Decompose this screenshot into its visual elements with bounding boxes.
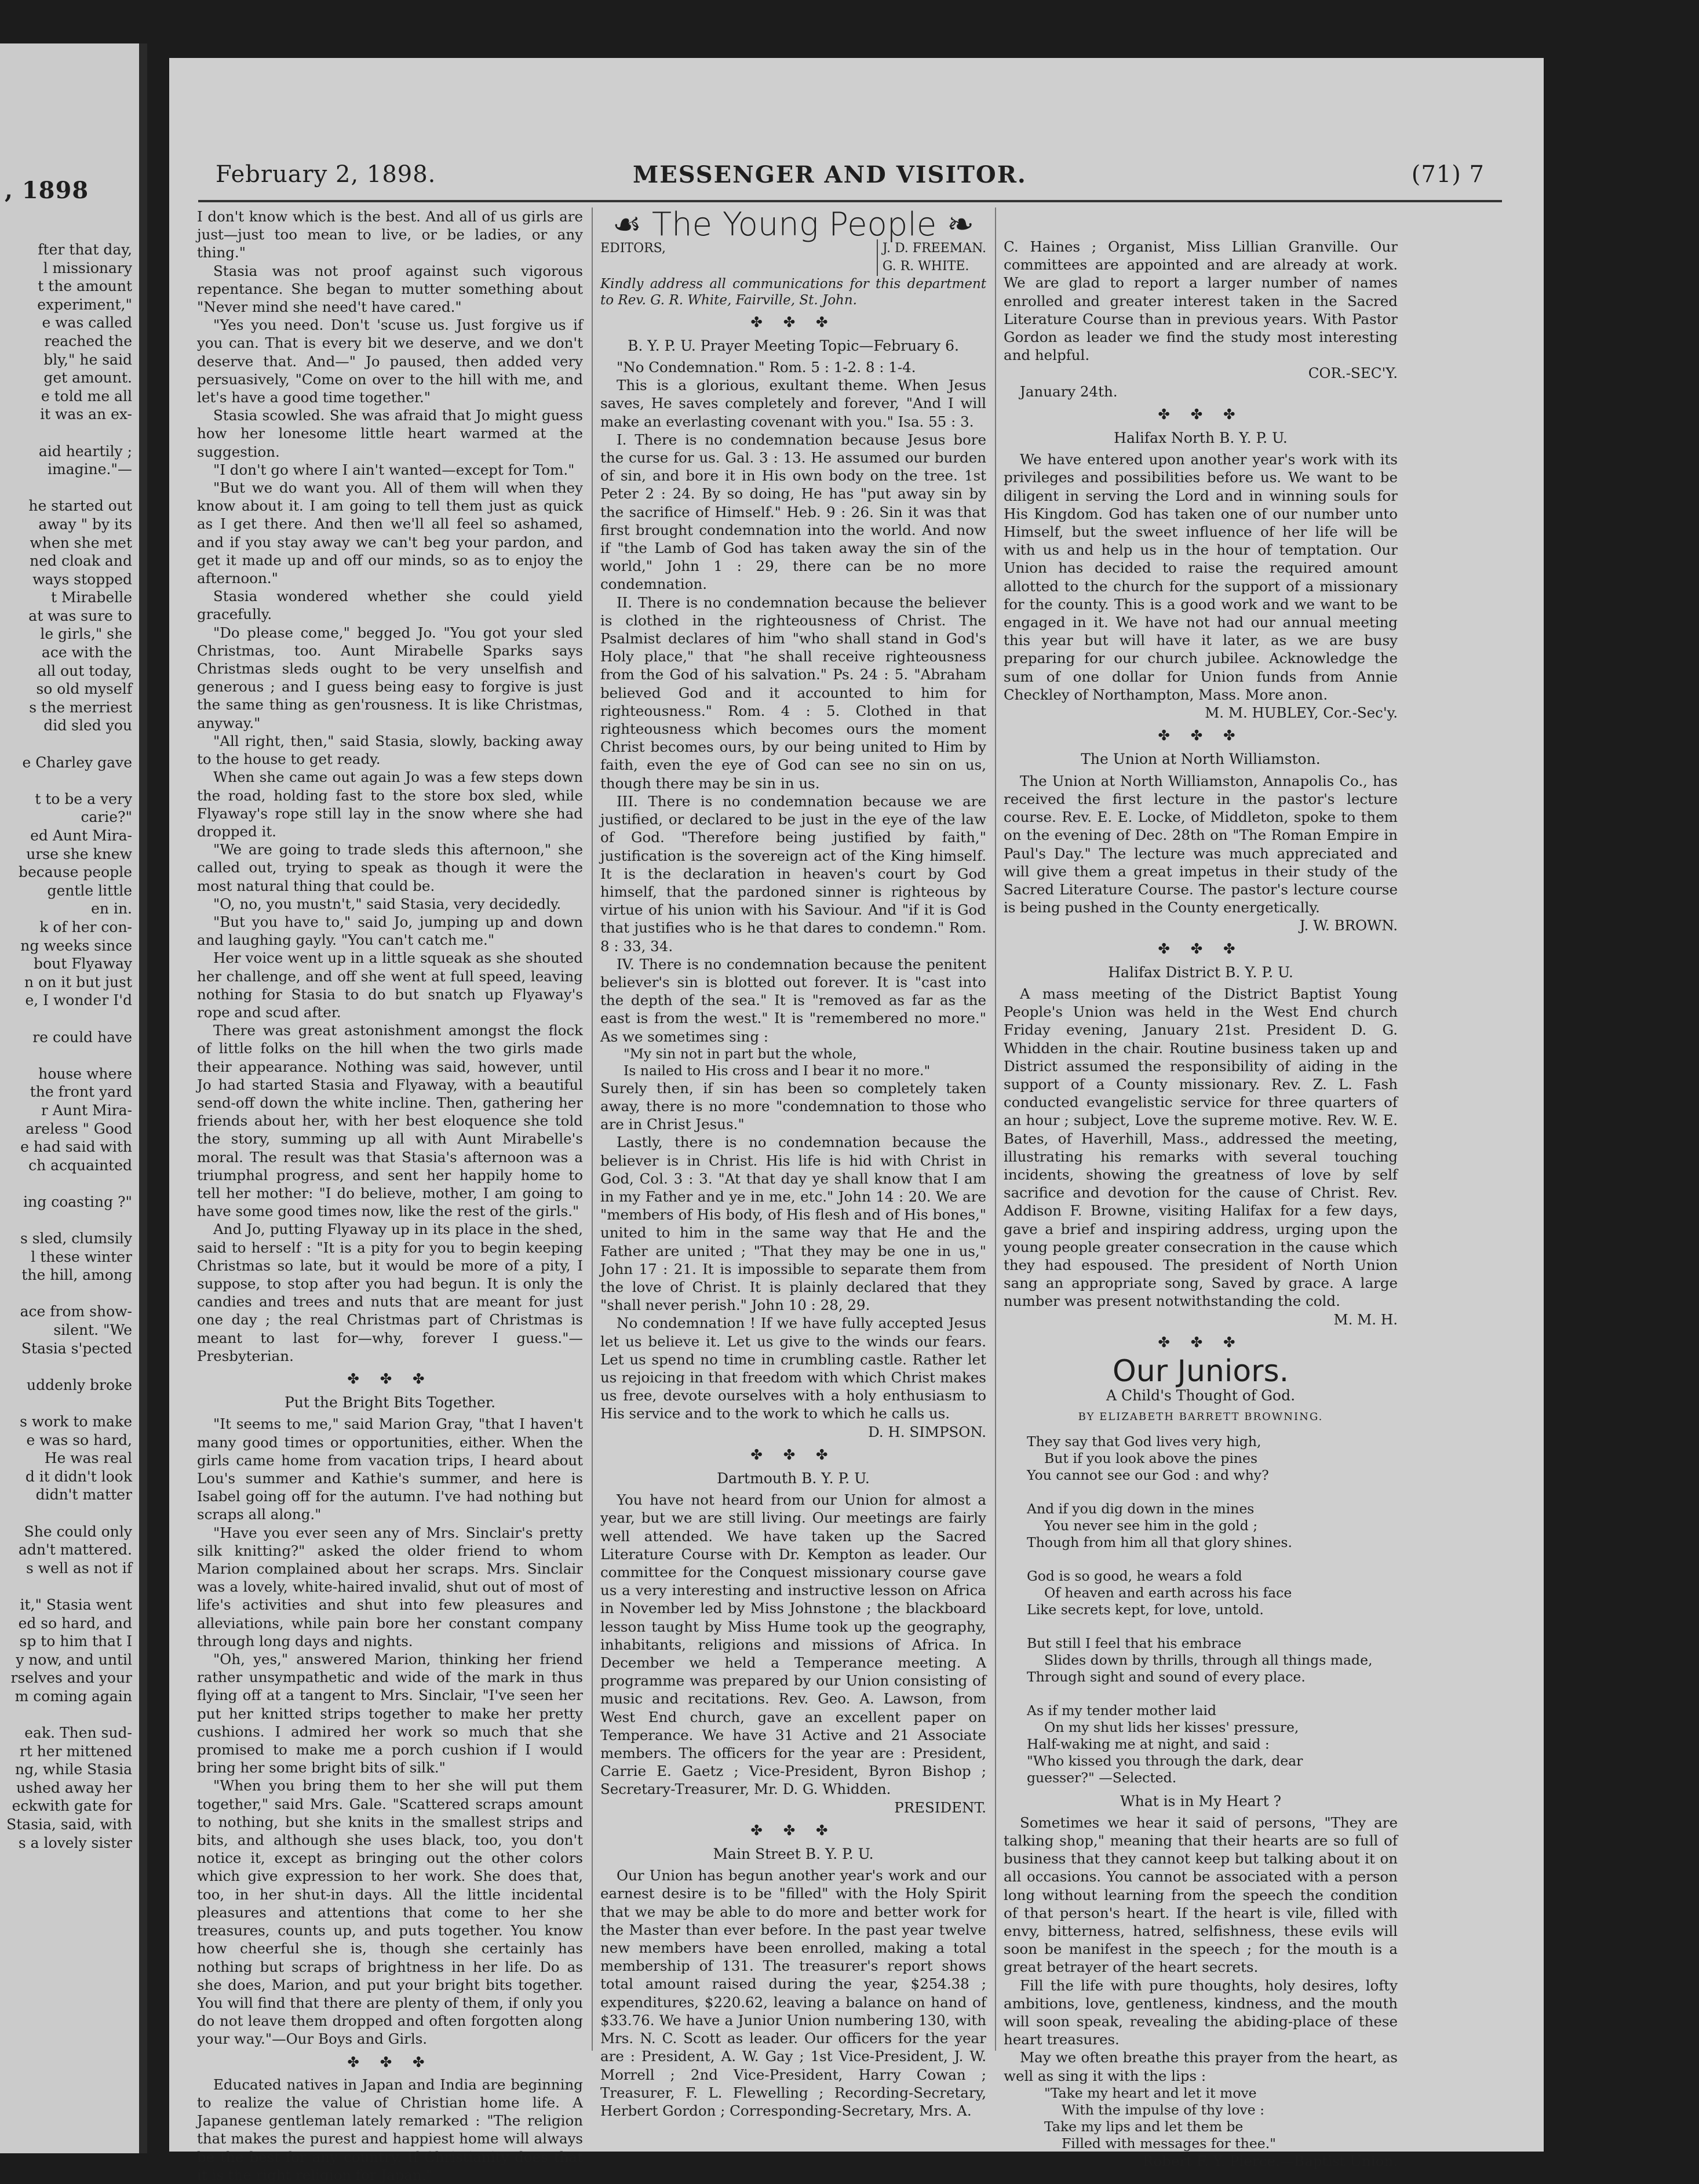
text-line: n on it but just <box>24 973 132 991</box>
column-3 <box>1004 208 1398 2170</box>
signature: D. H. SIMPSON. <box>868 1423 986 1440</box>
paragraph: "No Condemnation." Rom. 5 : 1-2. 8 : 1-4. <box>617 359 916 376</box>
text-line: areless " Good <box>25 1120 132 1137</box>
ornament-divider: ✤ ✤ ✤ <box>750 1446 836 1463</box>
text-line: s well as not if <box>26 1559 132 1577</box>
paragraph: "But you have to," said Jo, jumping up and down and laughing gayly. "You can't catch me." <box>197 913 583 949</box>
poem <box>1004 1433 1398 1786</box>
verse-line: Is nailed to His cross and I bear it no more." <box>624 1062 931 1079</box>
text-line: aid heartily ; <box>38 442 132 460</box>
text-line: when she met <box>30 534 132 551</box>
text-line: rt her mittened <box>19 1742 132 1760</box>
text-line: s sled, clumsily <box>20 1230 132 1247</box>
paragraph: "Yes you need. Don't 'scuse us. Just forgive us if you can. That is every bit we deserve, and we don't deserve that. And—" Jo paused, then added very persuasively, "Come on over to the hill with me, and let's have a good time together." <box>197 316 583 406</box>
ornament-divider: ✤ ✤ ✤ <box>1158 940 1244 957</box>
text-line: On my shut lids her kisses' pressure, <box>1044 1719 1299 1735</box>
page-header <box>216 161 1485 196</box>
text-line: the front yard <box>30 1083 132 1101</box>
paragraph: "I don't go where I ain't wanted—except for Tom." <box>213 461 575 478</box>
ornament-divider: ✤ ✤ ✤ <box>750 313 836 330</box>
text-line: s the merriest <box>29 698 132 716</box>
paragraph: IV. There is no condemnation because the penitent believer's sin is blotted out forever. It is "cast into the depth of the sea." It is "removed as far as the east is from the west." It is "remembered no more." As we sometimes sing : <box>600 955 986 1045</box>
text-line: e was called <box>42 314 132 332</box>
text-line: t to be a very <box>35 790 132 807</box>
text-line: ng weeks since <box>20 937 132 954</box>
paragraph: You have not heard from our Union for almost a year, but we are still living. Our meetings are fairly well attended. We have taken up the Sacred Literature Course with Dr. Kempton as leader. Our committee for the Conquest missionary course gave us a very interesting and instructive lesson on Africa in November led by Miss Johnstone ; the blackboard lesson taught by Miss Hume took up the geography, inhabitants, religions and missions of Africa. In December we held a Temperance meeting. A programme was prepared by our Union consisting of music and recitations. Rev. Geo. A. Lawson, from West End church, gave an excellent paper on Temperance. We have 31 Active and 21 Associate members. The officers for the year are : President, Carrie E. Gaetz ; Vice-President, Byron Bishop ; Secretary-Treasurer, Mr. D. G. Whidden. <box>600 1491 986 1798</box>
text-line: he started out <box>28 497 132 515</box>
paragraph: "Oh, yes," answered Marion, thinking her friend rather unsympathetic and wide of the mark in thus flying off at a tangent to Mrs. Sinclair, "I've seen her put her knitted strips together to make her pretty cushions. I admired her work so much that she promised to make me a porch cushion if I would bring her some bright bits of silk." <box>197 1651 583 1777</box>
text-line: so old myself <box>36 680 132 698</box>
dateline: January 24th. <box>1020 383 1118 400</box>
paragraph: We have entered upon another year's work with its privileges and possibilities before us. We want to be diligent in serving the Lord and in winning souls for His Kingdom. God has taken one of our number unto Himself, but the sweet influence of her life will be with us and help us in the hour of temptation. Our Union has decided to raise the required amount allotted to the church for the support of a missionary for the county. This is a good work and we want to be engaged in it. We have not had our annual meeting this year but will have it later, as we are busy preparing for our church jubilee. Acknowledge the sum of one dollar for Union funds from Annie Checkley of Northampton, Mass. More anon. <box>1004 451 1398 703</box>
paragraph: Stasia scowled. She was afraid that Jo might guess how her lonesome little heart warmed at the suggestion. <box>197 407 583 460</box>
ornament-divider: ✤ ✤ ✤ <box>750 1821 836 1839</box>
paragraph: The Union at North Williamston, Annapolis Co., has received the first lecture in the pastor's lecture course. Rev. E. E. Locke, of Middleton, spoke to them on the evening of Dec. 28th on "The Roman Empire in Paul's Day." The lecture was much appreciated and will give them a great impetus in their study of the Sacred Literature Course. The pastor's lecture course is being pushed in the County energetically. <box>1004 772 1398 916</box>
text-line <box>1027 1484 1398 1501</box>
paragraph: When she came out again Jo was a few steps down the road, holding fast to the store box sled, while Flyaway's rope still lay in the snow where she had dropped it. <box>197 769 583 840</box>
signature: M. M. H. <box>1333 1311 1398 1328</box>
text-line: eak. Then sud- <box>24 1724 132 1742</box>
signature: Robert F. Y. Pierce.—Baptist Union. <box>1143 2152 1398 2170</box>
paragraph: "Have you ever seen any of Mrs. Sinclair's pretty silk knitting?" asked the older friend to whom Marion complained about her scraps. Mrs. Sinclair was a lovely, white-haired invalid, shut out of most of life's activities and shut into few pleasures and alleviations, while pain bore her constant company through long days and nights. <box>197 1524 583 1650</box>
paragraph: Sometimes we hear it said of persons, "They are talking shop," meaning that their hearts are so full of business that they cannot keep but talking about it on all occasions. You cannot be associated with a person long without learning from the speech the condition of that person's heart. If the heart is vile, filled with envy, bitterness, hatred, selfishness, these evils will soon be manifest in the speech ; for the mouth is a great betrayer of the heart secrets. <box>1004 1814 1398 1976</box>
text-line: urse she knew <box>26 845 132 862</box>
text-line <box>1027 1686 1398 1702</box>
text-line: And if you dig down in the mines <box>1027 1500 1255 1517</box>
text-line <box>5 424 132 442</box>
text-line: y now, and until <box>16 1651 132 1668</box>
text-line: because people <box>18 864 132 881</box>
text-line <box>5 1174 132 1193</box>
signature: M. M. HUBLEY, Cor.-Sec'y. <box>1205 704 1398 722</box>
article-heading: Dartmouth B. Y. P. U. <box>717 1470 870 1487</box>
text-line: silent. "We <box>53 1322 132 1339</box>
text-line: Through sight and sound of every place. <box>1027 1668 1306 1685</box>
text-line: bout Flyaway <box>34 955 132 973</box>
column-rule <box>592 208 593 2051</box>
text-line: en in. <box>91 900 132 918</box>
paragraph: Educated natives in Japan and India are beginning to realize the value of Christian home life. A Japanese gentleman lately remarked : "The religion that makes the purest and happiest home will always be the best for any country. If Christianity does that it is the right religion for Japan." <box>197 2076 583 2183</box>
paragraph: Our Union has begun another year's work and our earnest desire is to be "filled" with the Holy Spirit that we may be able to do more and better work for the Master than ever before. In the past year twelve new members have been enrolled, making a total membership of 131. The treasurer's report shows total amount raised during the year, $254.38 ; expenditures, $220.62, leaving a balance on hand of $33.76. We have a Junior Union numbering 130, with Mrs. N. C. Scott as leader. Our officers for the year are : President, A. W. Gay ; 1st Vice-President, J. W. Morrell ; 2nd Vice-President, Harry Cowan ; Treasurer, F. L. Flewelling ; Recording-Secretary, Herbert Gordon ; Corresponding-Secretary, Mrs. A. <box>600 1867 986 2119</box>
paragraph: "But we do want you. All of them will when they know about it. I am going to tell them just as quick as I get there. And then we'll all feel so ashamed, and if you stay away we can't beg your pardon, and get it made up and off our minds, so as to enjoy the afternoon." <box>197 479 583 587</box>
text-line: Stasia s'pected <box>21 1339 132 1357</box>
paragraph: "Do please come," begged Jo. "You got your sled Christmas, too. Aunt Mirabelle Sparks says Christmas sleds ought to be very unselfish and generous ; and I guess being easy to forgive is just the same thing as gen'rousness. It is like Christmas, anyway." <box>197 624 583 731</box>
text-line: t the amount <box>38 278 132 295</box>
text-line: reached the <box>44 332 132 350</box>
ornament-divider: ✤ ✤ ✤ <box>1158 727 1244 744</box>
text-line: t Mirabelle <box>50 589 132 606</box>
ornament-divider: ✤ ✤ ✤ <box>347 1370 433 1387</box>
text-line: They say that God lives very high, <box>1027 1433 1262 1450</box>
newspaper-page <box>169 58 1544 2183</box>
ornament-divider: ✤ ✤ ✤ <box>1158 1333 1244 1351</box>
editors-names <box>877 239 986 275</box>
text-line: away " by its <box>38 515 132 533</box>
text-line <box>5 479 132 497</box>
text-line <box>5 1394 132 1413</box>
text-line: Filled with messages for thee." <box>1062 2135 1276 2152</box>
article-heading: Halifax North B. Y. P. U. <box>1114 429 1288 447</box>
verse-line: "My sin not in part but the whole, <box>624 1045 857 1062</box>
text-line: Though from him all that glory shines. <box>1027 1534 1292 1550</box>
previous-page-text <box>5 241 132 1852</box>
text-line: l these winter <box>31 1248 132 1265</box>
column-1 <box>197 208 583 2183</box>
text-line: God is so good, he wears a fold <box>1027 1567 1242 1584</box>
column-2 <box>600 206 986 2119</box>
paragraph: II. There is no condemnation because the believer is clothed in the righteousness of Christ. The Psalmist declares of him "who shall stand in God's Holy place," that "he shall receive righteousness from the God of his salvation." Ps. 24 : 5. "Abraham believed God and it accounted to him for righteousness." Rom. 4 : 5. Clothed in that righteousness which becomes ours the moment Christ becomes ours, by our being united to Him by faith, even the eye of God can see no sin on us, though there may be sin in us. <box>600 594 986 792</box>
text-line: ace with the <box>41 644 132 661</box>
text-line <box>5 1211 132 1229</box>
text-line: Stasia, said, with <box>6 1816 132 1833</box>
text-line: He was real <box>44 1450 132 1467</box>
text-line: Like secrets kept, for love, untold. <box>1027 1601 1264 1618</box>
ornament-divider: ✤ ✤ ✤ <box>1158 405 1244 423</box>
text-line: Half-waking me at night, and said : <box>1027 1735 1270 1752</box>
text-line: Of heaven and earth across his face <box>1044 1584 1292 1601</box>
paragraph: C. Haines ; Organist, Miss Lillian Granville. Our committees are appointed and are already at work. We are glad to report a larger number of names enrolled and greater interest taken in the Sacred Literature Course than in previous years. With Pastor Gordon as leader we find the study most interesting and helpful. <box>1004 238 1398 364</box>
text-line: ace from show- <box>20 1303 132 1320</box>
text-line: at was sure to <box>28 607 132 624</box>
text-line: all out today, <box>38 662 132 679</box>
hymn-quote <box>1004 2085 1398 2152</box>
text-line: e Charley gave <box>22 754 132 771</box>
text-line <box>5 1504 132 1523</box>
paragraph: III. There is no condemnation because we are justified, or declared to be just in the eye of the law of God. "Therefore being justified by faith," justification is the sovereign act of the King himself. It is the declaration in heaven's court by God himself, that the pardoned sinner is righteous by virtue of his union with his Saviour. And "if it is God that justifies who is he that dares to condemn." Rom. 8 : 33, 34. <box>600 792 986 955</box>
text-line <box>5 1577 132 1596</box>
paragraph: Fill the life with pure thoughts, holy desires, lofty ambitions, love, gentleness, kindness, and the mouth will soon speak, revealing the abiding-place of these heart treasures. <box>1004 1976 1398 2048</box>
text-line: s work to make <box>20 1413 132 1430</box>
paragraph: "All right, then," said Stasia, slowly, backing away to the house to get ready. <box>197 732 583 768</box>
text-line: You never see him in the gold ; <box>1044 1517 1258 1534</box>
text-line: eckwith gate for <box>12 1797 132 1815</box>
ornament-icon: ☙ <box>612 206 652 243</box>
text-line: Slides down by thrills, through all things made, <box>1044 1651 1373 1668</box>
text-line: did sled you <box>43 717 132 734</box>
text-line: re could have <box>32 1028 132 1046</box>
text-line: it," Stasia went <box>20 1596 132 1613</box>
text-line: "Who kissed you through the dark, dear <box>1027 1752 1303 1769</box>
text-line: ed so hard, and <box>18 1614 132 1632</box>
paragraph: Her voice went up in a little squeak as she shouted her challenge, and off she went at full speed, leaving nothing for Stasia to do but snatch up Flyaway's rope and scud after. <box>197 949 583 1021</box>
text-line <box>5 735 132 754</box>
text-line: r Aunt Mira- <box>41 1101 132 1119</box>
previous-page-header: , 1898 <box>5 177 89 204</box>
text-line: ned cloak and <box>30 552 132 570</box>
paragraph: Stasia was not proof against such vigorous repentance. She began to mutter something about "Never mind she need't have cared." <box>197 262 583 316</box>
text-line: ways stopped <box>32 570 132 588</box>
paragraph: "O, no, you mustn't," said Stasia, very decidedly. <box>213 895 562 912</box>
masthead-title: MESSENGER AND VISITOR. <box>633 161 1027 188</box>
paragraph: "It seems to me," said Marion Gray, "that I haven't many good times or opportunities, either. When the girls came home from vacation trips, I heard about Lou's summer and Kathie's summer, and here is Isabel going off for the autumn. I've had nothing but scraps all along." <box>197 1415 583 1523</box>
text-line: le girls," she <box>40 625 132 643</box>
article-heading: Main Street B. Y. P. U. <box>713 1846 874 1863</box>
ornament-icon: ❧ <box>936 206 975 243</box>
text-line: fter that day, <box>38 241 132 258</box>
text-line <box>1027 1551 1398 1568</box>
text-line: rselves and your <box>10 1669 132 1687</box>
paragraph: A mass meeting of the District Baptist Young People's Union was held in the West End church Friday evening, January 21st. President D. G. Whidden in the chair. Routine business taken up and District assumed the responsibility of aiding in the support of a County missionary. Rev. Z. L. Fash conducted evangelistic service for three quarters of an hour ; subject, Love the supreme motive. Rev. W. E. Bates, of Haverhill, Mass., addressed the meeting, illustrating his remarks with several touching incidents, showing the greatness of love by self sacrifice and devotion for the cause of Christ. Rev. Addison F. Browne, visiting Halifax for a few days, gave a brief and inspiring address, urging upon the young people greater consecration in the cause which they had espoused. The president of North Union sang an appropriate song, Saved by grace. A large number was present notwithstanding the cold. <box>1004 985 1398 1310</box>
editor-name: G. R. WHITE. <box>882 259 969 274</box>
text-line <box>5 1706 132 1724</box>
column-rule <box>995 208 996 2051</box>
poem-title: A Child's Thought of God. <box>1106 1387 1296 1404</box>
text-line: bly," he said <box>43 351 132 368</box>
text-line: ushed away her <box>16 1779 132 1796</box>
paragraph: Lastly, there is no condemnation because the believer is in Christ. His life is hid with Christ in God, Col. 3 : 3. "At that day ye shall know that I am in my Father and ye in me, etc." John 14 : 20. We are "members of His body, of His flesh and of His bones," united to him in the same way that He and the Father are united ; "That they may be one in us," John 17 : 21. It is impossible to separate them from the love of Christ. It is plainly declared that they "shall never perish." John 10 : 28, 29. <box>600 1134 986 1314</box>
text-line: gentle little <box>47 882 132 899</box>
text-line: But still I feel that his embrace <box>1027 1635 1242 1651</box>
text-line: As if my tender mother laid <box>1027 1702 1217 1719</box>
paragraph: No condemnation ! If we have fully accepted Jesus let us believe it. Let us give to the winds our fears. Let us spend no time in crumbling castle. Rather let us rejoicing in that freedom with which Christ makes us free, devote ourselves with a holy enthusiasm to His service and to the work to which he calls us. <box>600 1315 986 1422</box>
text-line: adn't mattered. <box>18 1541 132 1559</box>
text-line <box>5 771 132 790</box>
page-number: (71) 7 <box>1411 161 1485 188</box>
paragraph: I. There is no condemnation because Jesus bore the curse for us. Gal. 3 : 13. He assumed our burden of sin, and bore it in His own body on the tree. 1st Peter 2 : 24. By so doing, He has "put away sin by the sacrifice of Himself." Heb. 9 : 26. Sin it was that first brought condemnation into the world. And now if "the Lamb of God has taken away the sin of the world," John 1 : 29, there can be no more condemnation. <box>600 431 986 593</box>
ornament-divider: ✤ ✤ ✤ <box>347 2053 433 2070</box>
section-title-text: The Young People <box>651 206 937 243</box>
paragraph: "When you bring them to her she will put them together," said Mrs. Gale. "Scattered scraps amount to nothing, but she knits in the smallest strips and bits, and although she uses black, too, you don't notice it, except as bringing out the other colors which give expression to her work. She does that, too, in her shut-in days. All the little incidental pleasures and attentions that come to her she treasures, counts up, and puts together. You know how cheerful she is, though she certainly has nothing but scraps of brightness in her life. Do as she does, Marion, and put your bright bits together. You will find that there are plenty of them, if only you do not leave them dropped and often forgotten along your way."—Our Boys and Girls. <box>197 1777 583 2048</box>
text-line: get amount. <box>43 369 132 387</box>
text-line: didn't matter <box>35 1486 132 1504</box>
hymn-quote <box>600 1046 986 1079</box>
text-line: ing coasting ?" <box>23 1193 132 1210</box>
paragraph: Surely then, if sin has been so completely taken away, there is no more "condemnation to those who are in Christ Jesus." <box>600 1079 986 1133</box>
header-rule <box>198 200 1502 202</box>
editors-line <box>600 239 986 275</box>
text-line: e had said with <box>20 1138 132 1156</box>
page-date: February 2, 1898. <box>216 161 436 188</box>
paragraph: There was great astonishment amongst the flock of little folks on the hill when the two girls made their appearance. Nothing was said, however, until Jo had started Stasia and Flyaway, with a beautiful send-off down the white incline. Then, gathering her friends about her, with her best eloquence she told the story, summing up all with Aunt Mirabelle's moral. The result was that Stasia's afternoon was a triumphal progress, and sent her happily home to tell her mother: "I do believe, mother, I am going to have some good times now, like the rest of the girls." <box>197 1022 583 1220</box>
juniors-title: Our Juniors. <box>1112 1353 1289 1389</box>
text-line: carie?" <box>81 809 132 826</box>
text-line: s a lovely sister <box>18 1834 132 1851</box>
article-heading: Halifax District B. Y. P. U. <box>1108 963 1293 981</box>
text-line: the hill, among <box>21 1266 132 1284</box>
editors-label: EDITORS, <box>600 241 666 256</box>
text-line: imagine."— <box>48 461 132 478</box>
text-line <box>5 1010 132 1028</box>
poem-byline: BY ELIZABETH BARRETT BROWNING. <box>1078 1411 1324 1424</box>
previous-page-strip <box>0 43 147 2153</box>
text-line: "Take my heart and let it move <box>1044 2084 1257 2101</box>
text-line: She could only <box>24 1523 132 1540</box>
text-line: m coming again <box>14 1687 132 1705</box>
address-note: Kindly address all communications for this department to Rev. G. R. White, Fairville, St. John. <box>600 276 986 308</box>
paragraph: "We are going to trade sleds this afternoon," she called out, trying to speak as though it were the most natural thing that could be. <box>197 841 583 894</box>
text-line <box>5 1284 132 1303</box>
text-line: You cannot see our God : and why? <box>1027 1466 1269 1483</box>
text-line: l missionary <box>43 259 132 276</box>
paragraph: Stasia wondered whether she could yield gracefully. <box>197 588 583 623</box>
signature: PRESIDENT. <box>894 1799 986 1816</box>
text-line: house where <box>38 1065 132 1082</box>
article-heading: What is in My Heart ? <box>1120 1792 1282 1810</box>
editor-name: J. D. FREEMAN. <box>882 241 986 256</box>
text-line: experiment," <box>37 296 132 313</box>
text-line: e was so hard, <box>26 1431 132 1448</box>
text-line: Take my lips and let them be <box>1044 2118 1244 2135</box>
paragraph: This is a glorious, exultant theme. When Jesus saves, He saves completely and forever, "And I will make an everlasting covenant with you." Isa. 55 : 3. <box>600 377 986 430</box>
text-line: But if you look above the pines <box>1044 1450 1258 1466</box>
text-line: d it didn't look <box>25 1468 132 1485</box>
paragraph: And Jo, putting Flyaway up in its place in the shed, said to herself : "It is a pity for you to begin keeping Christmas so late, but it would be more of a pity, I suppose, to stop after you had begun. It is only the candies and trees and nuts that are meant for just one day ; the real Christmas part of Christmas is meant to last for—why, forever I guess."—Presbyterian. <box>197 1221 583 1364</box>
text-line <box>5 1357 132 1376</box>
text-line: e told me all <box>41 387 132 405</box>
text-line <box>1027 1618 1398 1635</box>
text-line: it was an ex- <box>40 406 132 423</box>
paragraph: I don't know which is the best. And all of us girls are just—just too mean to live, or be ladies, or any thing." <box>197 208 583 261</box>
article-heading: Put the Bright Bits Together. <box>284 1394 496 1411</box>
text-line: k of her con- <box>39 918 132 936</box>
text-line: uddenly broke <box>26 1376 132 1393</box>
text-line: guesser?" —Selected. <box>1027 1769 1177 1786</box>
text-line: ed Aunt Mira- <box>30 827 132 844</box>
signature: COR.-SEC'Y. <box>1308 365 1398 382</box>
text-line: e, I wonder I'd <box>25 992 132 1009</box>
text-line <box>5 1046 132 1065</box>
article-heading: B. Y. P. U. Prayer Meeting Topic—February 6. <box>628 337 959 354</box>
article-heading: The Union at North Williamston. <box>1081 751 1321 768</box>
text-line: With the impulse of thy love : <box>1062 2101 1265 2118</box>
text-line: ng, while Stasia <box>14 1761 132 1778</box>
signature: J. W. BROWN. <box>1299 917 1398 934</box>
section-title <box>600 206 986 243</box>
paragraph: May we often breathe this prayer from the heart, as well as sing it with the lips : <box>1004 2049 1398 2084</box>
text-line: sp to him that I <box>19 1633 132 1650</box>
text-line: ch acquainted <box>28 1156 132 1174</box>
